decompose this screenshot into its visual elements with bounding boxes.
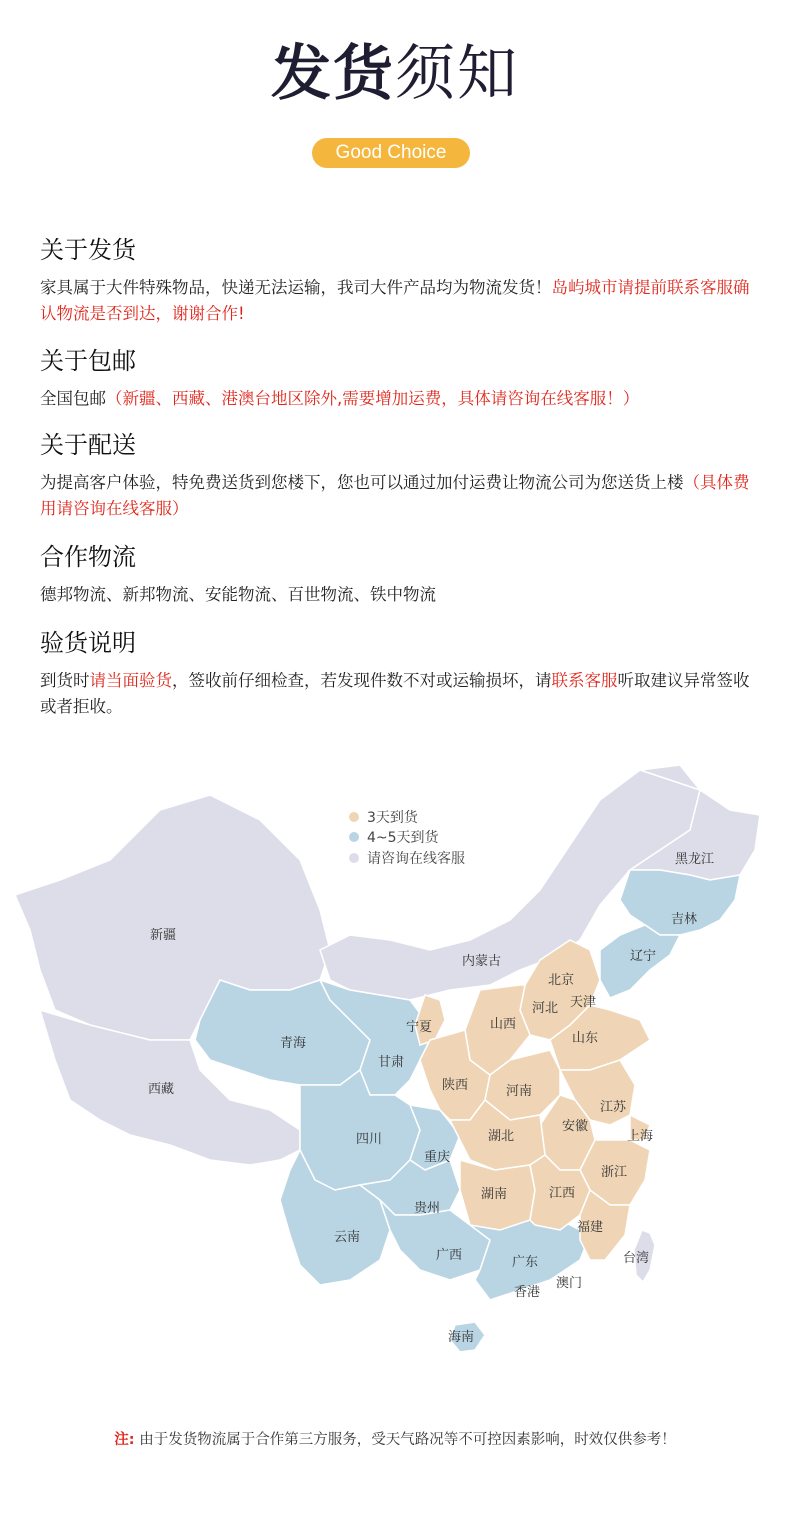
label-taiwan: 台湾 — [623, 1251, 650, 1266]
legend-swatch-3day — [349, 812, 359, 822]
label-xianggang: 香港 — [514, 1285, 541, 1300]
label-zhejiang: 浙江 — [601, 1165, 628, 1180]
section-inspection — [40, 626, 760, 720]
section-heading: 关于发货 — [40, 236, 136, 264]
label-shaanxi: 陕西 — [442, 1078, 469, 1093]
label-xizang: 西藏 — [148, 1082, 175, 1097]
section-body-text: 到货时 — [40, 671, 90, 690]
section-body-text: 家具属于大件特殊物品，快递无法运输，我司大件产品均为物流发货！ — [40, 278, 552, 297]
label-henan: 河南 — [506, 1084, 533, 1099]
section-body-warning: 岛屿城市请提前联系客服确认物流是否到达，谢谢合作! — [40, 278, 750, 323]
label-shandong: 山东 — [572, 1031, 599, 1046]
label-ningxia: 宁夏 — [406, 1020, 433, 1035]
label-guizhou: 贵州 — [414, 1201, 441, 1216]
disclaimer-note — [0, 1428, 790, 1452]
label-guangxi: 广西 — [436, 1248, 463, 1263]
legend-label-45day: 4~5天到货 — [367, 830, 439, 846]
section-heading: 验货说明 — [40, 629, 136, 657]
section-body — [40, 386, 760, 412]
section-delivery — [40, 428, 760, 522]
section-body — [40, 275, 760, 327]
china-delivery-map — [0, 740, 790, 1380]
label-yunnan: 云南 — [334, 1230, 361, 1245]
label-hebei: 河北 — [532, 1001, 559, 1016]
legend-label-3day: 3天到货 — [367, 810, 418, 826]
section-body-text: 德邦物流、新邦物流、安能物流、百世物流、铁中物流 — [40, 585, 436, 604]
label-jilin: 吉林 — [671, 912, 698, 927]
contact-service-text: 联系客服 — [551, 671, 618, 690]
section-body — [40, 470, 760, 522]
section-free-shipping — [40, 344, 760, 412]
section-logistics-partners — [40, 540, 760, 608]
legend-swatch-contact — [349, 853, 359, 863]
page-title — [0, 38, 790, 110]
inspect-on-site-text: 请当面验货 — [89, 671, 172, 690]
section-heading: 合作物流 — [40, 543, 136, 571]
label-qinghai: 青海 — [280, 1036, 307, 1051]
section-body-text: 为提高客户体验，特免费送货到您楼下，您也可以通过加付运费让物流公司为您送货上楼 — [40, 473, 684, 492]
legend-swatch-45day — [349, 832, 359, 842]
label-sichuan: 四川 — [356, 1132, 383, 1147]
section-body-warning: （具体费用请咨询在线客服） — [40, 473, 750, 518]
section-heading: 关于配送 — [40, 431, 136, 459]
label-neimenggu: 内蒙古 — [462, 954, 502, 969]
label-heilongjiang: 黑龙江 — [675, 852, 715, 867]
good-choice-badge: Good Choice — [312, 138, 470, 168]
label-jiangsu: 江苏 — [600, 1100, 627, 1115]
label-liaoning: 辽宁 — [630, 949, 657, 964]
section-body-text: ，签收前仔细检查，若发现件数不对或运输损坏，请 — [172, 671, 552, 690]
label-fujian: 福建 — [577, 1220, 604, 1235]
label-guangdong: 广东 — [512, 1255, 539, 1270]
section-heading: 关于包邮 — [40, 347, 136, 375]
label-tianjin: 天津 — [570, 995, 597, 1010]
legend-label-contact: 请咨询在线客服 — [367, 851, 465, 867]
label-jiangxi: 江西 — [549, 1186, 576, 1201]
label-xinjiang: 新疆 — [150, 928, 177, 943]
label-gansu: 甘肃 — [378, 1055, 405, 1070]
note-prefix: 注: — [114, 1432, 135, 1448]
title-bold-part: 发货 — [271, 39, 395, 109]
note-text: 由于发货物流属于合作第三方服务，受天气路况等不可控因素影响，时效仅供参考！ — [139, 1432, 676, 1448]
label-hunan: 湖南 — [481, 1187, 508, 1202]
label-shanxi: 山西 — [490, 1017, 517, 1032]
label-chongqing: 重庆 — [424, 1150, 451, 1165]
section-body-text: 听取建议异常签收或者拒收。 — [40, 671, 750, 716]
map-legend — [349, 809, 465, 867]
label-hainan: 海南 — [448, 1330, 475, 1345]
label-hubei: 湖北 — [488, 1129, 515, 1144]
section-body-warning: （新疆、西藏、港澳台地区除外,需要增加运费，具体请咨询在线客服！） — [106, 389, 640, 408]
label-beijing: 北京 — [548, 973, 575, 988]
label-anhui: 安徽 — [562, 1119, 589, 1134]
label-aomen: 澳门 — [556, 1276, 583, 1291]
section-body — [40, 668, 760, 720]
section-body — [40, 582, 760, 608]
label-shanghai: 上海 — [627, 1129, 654, 1144]
section-body-text: 全国包邮 — [40, 389, 106, 408]
section-shipping — [40, 233, 760, 327]
title-light-part: 须知 — [395, 39, 519, 109]
